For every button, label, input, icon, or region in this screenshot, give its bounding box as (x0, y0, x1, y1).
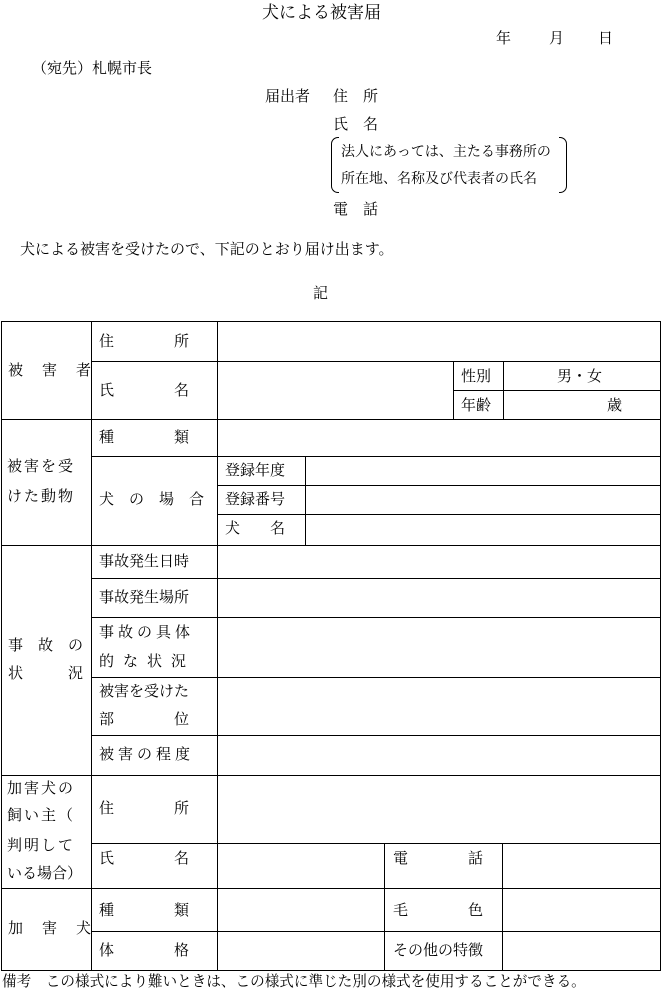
date-day: 日 (598, 29, 614, 47)
accident-place-label: 事故発生場所 (99, 588, 190, 606)
corporation-note-line1: 法人にあっては、主たる事務所の (341, 144, 551, 160)
applicant-address-label: 住 所 (333, 87, 379, 105)
applicant-phone-label: 電 話 (333, 200, 379, 218)
victim-name-label: 氏 名 (99, 381, 190, 399)
attacker-features-label: その他の特徴 (393, 941, 484, 959)
applicant-label: 届出者 (265, 87, 311, 105)
attacker-kind-label: 種 類 (99, 901, 190, 919)
document-title: 犬による被害届 (262, 3, 381, 23)
corporation-note-line2: 所在地、名称及び代表者の氏名 (341, 171, 537, 187)
animal-kind-label: 種 類 (99, 428, 190, 446)
owner-header-line4: いる場合） (7, 864, 83, 882)
owner-header-line3: 判明して (7, 836, 76, 854)
accident-detail-line2: 的な状況 (99, 652, 196, 670)
owner-phone-label: 電 話 (393, 849, 484, 867)
animal-header-line2: けた動物 (7, 487, 76, 505)
ki-heading: 記 (313, 284, 329, 302)
attacker-build-label: 体 格 (99, 941, 190, 959)
animal-dog-name-label: 犬 名 (225, 519, 286, 537)
owner-name-label: 氏 名 (99, 849, 190, 867)
accident-degree-label: 被害の程度 (99, 745, 195, 763)
date-year: 年 (496, 29, 512, 47)
accident-part-line2: 部 位 (99, 710, 190, 728)
victim-address-label: 住 所 (99, 332, 190, 350)
victim-age-unit: 歳 (607, 396, 623, 414)
footnote: 備考 この様式により難いときは、この様式に準じた別の様式を使用することができる。 (2, 973, 586, 990)
addressee: （宛先）札幌市長 (32, 59, 153, 77)
date-month: 月 (549, 29, 565, 47)
animal-reg-year-label: 登録年度 (225, 461, 286, 479)
accident-header-line2: 状 況 (8, 664, 84, 682)
animal-reg-no-label: 登録番号 (225, 490, 286, 508)
accident-detail-line1: 事故の具体 (99, 623, 195, 641)
owner-header-line1: 加害犬の (7, 779, 76, 797)
animal-header-line1: 被害を受 (7, 457, 76, 475)
victim-header: 被 害 者 (8, 361, 94, 379)
victim-age-label: 年齢 (461, 396, 492, 414)
attacker-hair-label: 毛 色 (393, 901, 484, 919)
accident-datetime-label: 事故発生日時 (99, 552, 190, 570)
attacker-header: 加 害 犬 (8, 919, 94, 937)
animal-dog-case-label: 犬 の 場 合 (99, 490, 205, 508)
victim-sex-label: 性別 (461, 367, 492, 385)
accident-header-line1: 事 故 の (8, 636, 84, 654)
accident-part-line1: 被害を受けた (99, 682, 190, 700)
victim-sex-value: 男・女 (557, 367, 603, 385)
statement: 犬による被害を受けたので、下記のとおり届け出ます。 (20, 240, 394, 258)
owner-header-line2: 飼い主（ (7, 806, 76, 824)
owner-address-label: 住 所 (99, 799, 190, 817)
applicant-name-label: 氏 名 (333, 115, 379, 133)
